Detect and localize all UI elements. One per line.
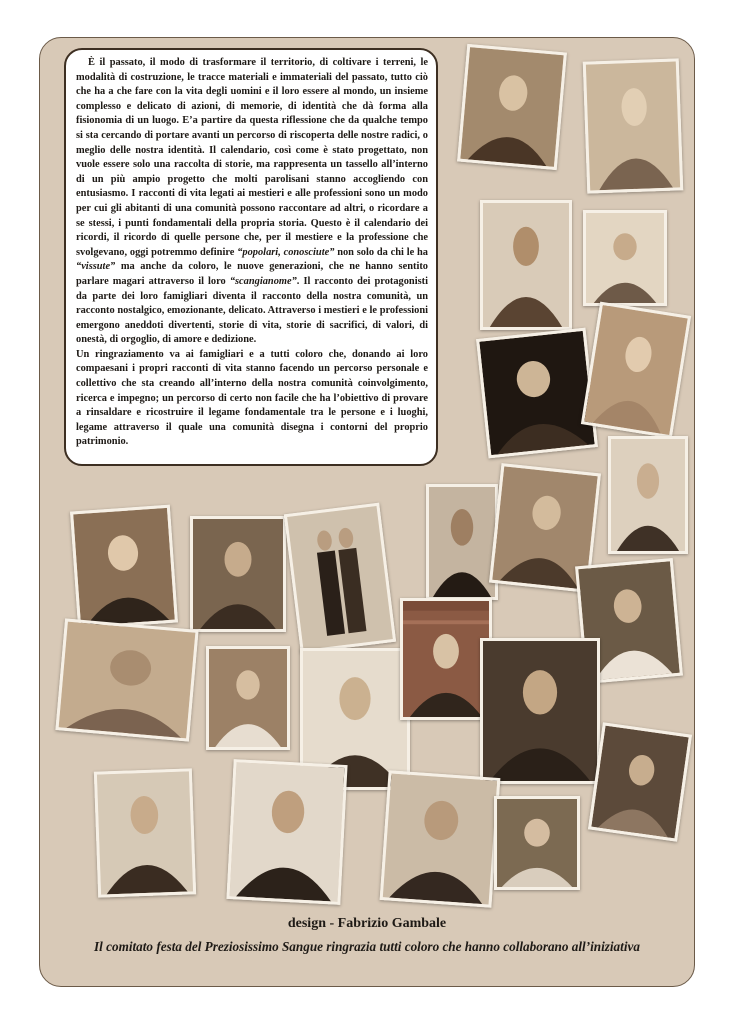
intro-paragraph-2: Un ringraziamento va ai famigliari e a tutti coloro che, donando ai loro compaesani i propri racconti di vita stanno facendo un percorso personale e collettivo che sta creando all’interno della nostra comunità coinvolgimento, ricerca e impegno; un percorso di certo non facile che ha l’obiettivo di provare a rinsaldare e ricostruire il legame fondamentale tra le persone e i luoghi, legame attraverso il quale una comunità disegna i contorni del proprio patrimonio. (76, 348, 428, 448)
portrait-photo (588, 722, 692, 841)
portrait-photo (476, 328, 598, 459)
portrait-photo (494, 796, 580, 890)
portrait-photo (608, 436, 688, 554)
portrait-photo (70, 505, 178, 630)
portrait-photo (380, 770, 501, 907)
intro-text-panel (64, 48, 438, 466)
portrait-photo (190, 516, 286, 632)
portrait-photo (94, 768, 196, 897)
thanks-line: Il comitato festa del Preziosissimo Sangue ringrazia tutti coloro che hanno collaborano all’iniziativa (94, 939, 640, 954)
portrait-photo (206, 646, 290, 750)
intro-paragraph-1: È il passato, il modo di trasformare il territorio, di coltivare i terreni, le modalità di costruzione, le tracce materiali e immateriali del passato, tutto ciò che ha a che fare con la vita degli uomini e il loro essere al mondo, un insieme complesso e delicato di azioni, di memorie, di identità che dà forma alla fisionomia di un luogo. E’a partire da questa riflessione che da qualche tempo si sta cercando di portare avanti un percorso di riscoperta delle nostre radici, o meglio delle nostra identità. Il calendario, così come è stato progettato, non vuole essere solo una raccolta di storie, ma rappresenta un tassello all’interno di un più ampio progetto che molti parolisani stanno accogliendo con entusiasmo. I racconti di vita legati ai mestieri e alle professioni sono un modo per cui gli abitanti di una comunità possono raccontare ad altri, o ricordare a se stessi, i punti fondamentali della propria storia. Questo è il calendario dei ricordi, il ricordo di quelle persone che, per il mestiere e la professione che svolgevano, oggi potremmo definire “popolari, conosciute” non solo da chi le ha “vissute” ma anche da coloro, le nuove generazioni, che ne hanno sentito parlare magari attraverso il loro “scangianome”. Il racconto dei protagonisti da parte dei loro famigliari diventa il racconto della nostra comunità, un racconto nostalgico, emozionante, delicato. Attraverso i mestieri e le professioni emergono aneddoti divertenti, storie di vita, storie di sacrifici, di valori, di onestà, di orgoglio, di amore e dedizione. (76, 57, 428, 346)
portrait-photo (426, 484, 498, 600)
portrait-photo (583, 210, 667, 306)
portrait-photo (581, 302, 691, 439)
portrait-photo (55, 618, 198, 741)
portrait-photo (226, 759, 347, 905)
portrait-photo (480, 638, 600, 784)
portrait-photo (400, 598, 492, 720)
portrait-photo (457, 44, 567, 170)
portrait-photo (284, 503, 396, 654)
calendar-page (39, 37, 695, 987)
portrait-photo (583, 58, 684, 193)
design-credit: design - Fabrizio Gambale (287, 916, 447, 931)
portrait-photo (480, 200, 572, 330)
